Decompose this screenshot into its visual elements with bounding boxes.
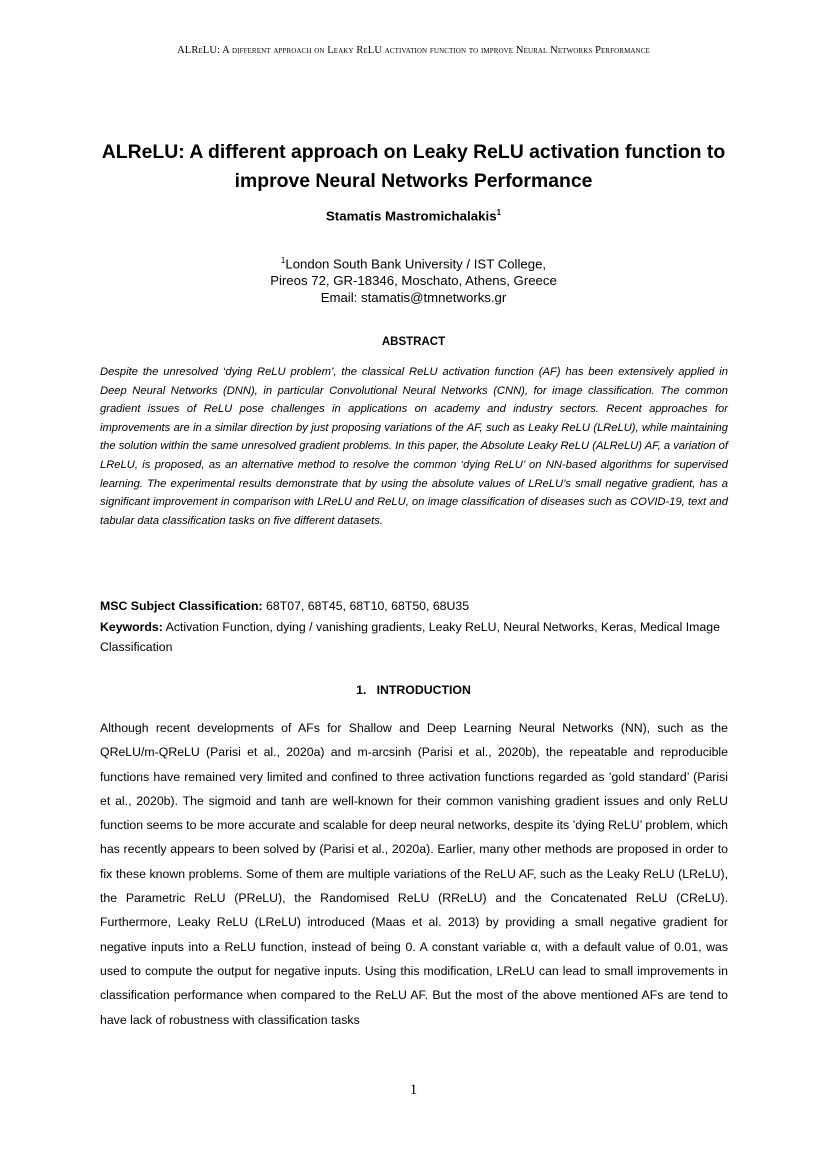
running-header bbox=[0, 45, 827, 56]
running-header-text: ALReLU: A different approach on Leaky ReLU activation function to improve Neural Networks Performance bbox=[177, 45, 650, 56]
author-superscript: 1 bbox=[496, 208, 502, 217]
section-heading-introduction: 1. INTRODUCTION bbox=[356, 683, 471, 697]
classification-block bbox=[100, 596, 728, 658]
affiliation-email: Email: stamatis@tmnetworks.gr bbox=[320, 290, 507, 306]
abstract-text: Despite the unresolved ‘dying ReLU problem’, the classical ReLU activation function (AF) has been extensively applied in Deep Neural Networks (DNN), in particular Convolutional Neural Networks (CNN), for image classification. The common gradient issues of ReLU pose challenges in applications on academy and industry sectors. Recent approaches for improvements are in a similar direction by just proposing variations of the AF, such as Leaky ReLU (LReLU), while maintaining the solution within the same unresolved gradient problems. In this paper, the Absolute Leaky ReLU (ALReLU) AF, a variation of LReLU, is proposed, as an alternative method to resolve the common ‘dying ReLU’ on NN-based algorithms for supervised learning. The experimental results demonstrate that by using the absolute values of LReLU’s small negative gradient, has a significant improvement in comparison with LReLU and ReLU, on image classification of diseases such as COVID-19, text and tabular data classification tasks on five different datasets. bbox=[100, 366, 728, 527]
introduction-text: Although recent developments of AFs for Shallow and Deep Learning Neural Networks (NN), such as the QReLU/m-QReLU (Parisi et al., 2020a) and m-arcsinh (Parisi et al., 2020b), the repeatable and reproducible functions have remained very limited and confined to three activation functions regarded as ’gold standard’ (Parisi et al., 2020b). The sigmoid and tanh are well-known for their common vanishing gradient issues and only ReLU function seems to be more accurate and scalable for deep neural networks, despite its ’dying ReLU’ problem, which has recently appears to been solved by (Parisi et al., 2020a). Earlier, many other methods are proposed in order to fix these known problems. Some of them are multiple variations of the ReLU AF, such as the Leaky ReLU (LReLU), the Parametric ReLU (PReLU), the Randomised ReLU (RReLU) and the Concatenated ReLU (CReLU). Furthermore, Leaky ReLU (LReLU) introduced (Maas et al. 2013) by providing a small negative gradient for negative inputs into a ReLU function, instead of being 0. A constant variable α, with a default value of 0.01, was used to compute the output for negative inputs. Using this modification, LReLU can lead to small improvements in classification performance when compared to the ReLU AF. But the most of the above mentioned AFs are tend to have lack of robustness with classification tasks bbox=[100, 721, 728, 1027]
abstract-heading: ABSTRACT bbox=[381, 336, 446, 348]
keywords-value: Activation Function, dying / vanishing gradients, Leaky ReLU, Neural Networks, Keras, Medical Image Classification bbox=[100, 619, 720, 654]
keywords-label: Keywords: bbox=[100, 619, 163, 634]
page-number: 1 bbox=[409, 1082, 418, 1098]
author-name: Stamatis Mastromichalakis bbox=[325, 208, 497, 224]
affiliation-block bbox=[0, 252, 827, 306]
msc-line bbox=[100, 596, 728, 617]
msc-value: 68T07, 68T45, 68T10, 68T50, 68U35 bbox=[262, 599, 470, 613]
keywords-line bbox=[100, 617, 728, 658]
author-line bbox=[0, 208, 827, 223]
affiliation-line-1: $^1$London South Bank University / IST College, bbox=[280, 256, 547, 272]
affiliation-superscript: 1 bbox=[280, 256, 286, 265]
paper-title: ALReLU: A different approach on Leaky ReLU activation function to improve Neural Networks Performance bbox=[101, 141, 726, 192]
affiliation-line-2: Pireos 72, GR-18346, Moschato, Athens, Greece bbox=[270, 273, 557, 289]
msc-label: MSC Subject Classification: bbox=[100, 599, 263, 613]
